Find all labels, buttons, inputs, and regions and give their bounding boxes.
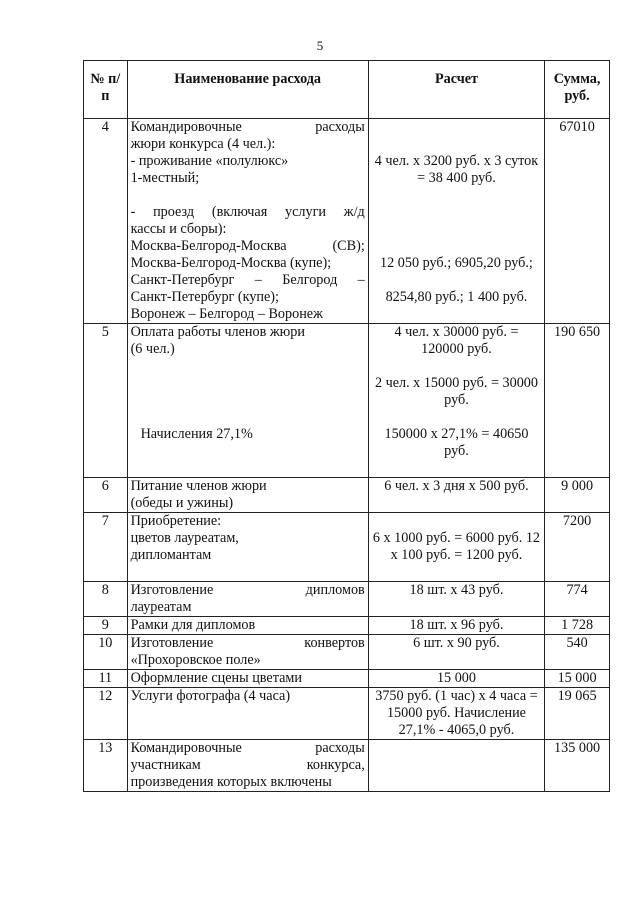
calc-line: 8254,80 руб.; xyxy=(385,289,464,305)
calc-line: 150000 х 27,1% = xyxy=(384,426,490,442)
table-row xyxy=(84,478,610,513)
name-line: участникам конкурса, xyxy=(130,757,365,773)
calc-line: 4 чел. х 3200 руб. х xyxy=(374,153,491,169)
row-calc xyxy=(368,324,544,478)
header-sum: Сумма, руб. xyxy=(545,61,610,119)
row-calc xyxy=(368,740,544,792)
calc-line: 3750 руб. (1 час) х 4 часа xyxy=(375,688,527,704)
row-num: 10 xyxy=(84,635,128,670)
table-row xyxy=(84,635,610,670)
table-row xyxy=(84,670,610,688)
calc-line: 4065,0 руб. xyxy=(447,722,515,738)
expense-table xyxy=(83,60,610,792)
calc-line: 1 400 руб. xyxy=(467,289,528,305)
name-line: произведения которых включены xyxy=(130,774,332,790)
calc-line: 30000 руб. xyxy=(444,375,538,408)
name-line: - проезд (включая услуги ж/д xyxy=(130,204,365,220)
row-calc xyxy=(368,513,544,582)
name-line: 1-местный; xyxy=(130,170,200,186)
name-line: Рамки для дипломов xyxy=(130,617,256,633)
name-line: Командировочные расходы xyxy=(130,740,365,756)
name-line: Оформление сцены цветами xyxy=(130,670,302,686)
row-sum: 540 xyxy=(545,635,610,670)
row-calc xyxy=(368,670,544,688)
name-line: «Прохоровское поле» xyxy=(130,652,261,668)
name-line: кассы и сборы): xyxy=(130,221,227,237)
row-sum: 7200 xyxy=(545,513,610,582)
row-name xyxy=(127,617,368,635)
row-sum: 1 728 xyxy=(545,617,610,635)
row-num: 5 xyxy=(84,324,128,478)
table-row xyxy=(84,513,610,582)
row-num: 4 xyxy=(84,119,128,324)
row-num: 13 xyxy=(84,740,128,792)
name-line: Командировочные расходы xyxy=(130,119,365,135)
calc-line: 3 суток = 38 400 руб. xyxy=(417,153,539,186)
calc-line: 4 чел. х 30000 руб. = xyxy=(394,324,519,340)
calc-line: 6 чел. х 3 дня х 500 руб. xyxy=(384,478,529,494)
row-sum: 774 xyxy=(545,582,610,617)
row-name xyxy=(127,513,368,582)
name-line: Начисления 27,1% xyxy=(140,426,253,442)
row-num: 9 xyxy=(84,617,128,635)
name-line: Воронеж – Белгород – Воронеж xyxy=(130,306,323,322)
page-number: 5 xyxy=(316,38,324,53)
row-num: 11 xyxy=(84,670,128,688)
table-row xyxy=(84,582,610,617)
name-line: - проживание «полулюкс» xyxy=(130,153,289,169)
row-sum: 15 000 xyxy=(545,670,610,688)
name-line: (6 чел.) xyxy=(130,341,175,357)
calc-line: 6 шт. х 90 руб. xyxy=(413,635,500,651)
row-sum: 9 000 xyxy=(545,478,610,513)
row-sum: 19 065 xyxy=(545,688,610,740)
calc-line: 6905,20 руб.; xyxy=(454,255,533,271)
row-name xyxy=(127,582,368,617)
header-name: Наименование расхода xyxy=(127,61,368,119)
name-line: Оплата работы членов жюри xyxy=(130,324,305,340)
row-name xyxy=(127,670,368,688)
name-line: (обеды и ужины) xyxy=(130,495,234,511)
row-name xyxy=(127,478,368,513)
row-name xyxy=(127,119,368,324)
row-sum: 67010 xyxy=(545,119,610,324)
name-line: Питание членов жюри xyxy=(130,478,267,494)
row-sum: 190 650 xyxy=(545,324,610,478)
row-num: 6 xyxy=(84,478,128,513)
name-line: Москва-Белгород-Москва (купе); xyxy=(130,255,332,271)
row-calc xyxy=(368,478,544,513)
name-line: Приобретение: xyxy=(130,513,222,529)
name-line: цветов лауреатам, xyxy=(130,530,239,546)
header-calc: Расчет xyxy=(368,61,544,119)
name-line: дипломантам xyxy=(130,547,212,563)
header-num: № п/п xyxy=(84,61,128,119)
name-line: Санкт-Петербург (купе); xyxy=(130,289,279,305)
name-line: Санкт-Петербург – Белгород – xyxy=(130,272,365,288)
row-name xyxy=(127,324,368,478)
name-line: Услуги фотографа (4 часа) xyxy=(130,688,291,704)
calc-line: = 15000 руб. xyxy=(386,688,538,721)
table-header-row xyxy=(84,61,610,119)
name-line: Изготовление дипломов xyxy=(130,582,365,598)
name-line: Москва-Белгород-Москва (СВ); xyxy=(130,238,365,254)
row-name xyxy=(127,740,368,792)
calc-line: 12 х 100 руб. = 1200 руб. xyxy=(390,530,541,563)
calc-line: 18 шт. х 43 руб. xyxy=(409,582,504,598)
table-row xyxy=(84,324,610,478)
table-row xyxy=(84,740,610,792)
calc-line: 12 050 руб.; xyxy=(380,255,452,271)
row-calc xyxy=(368,688,544,740)
calc-line: 2 чел. х 15000 руб. = xyxy=(374,375,499,391)
table-row xyxy=(84,617,610,635)
calc-line: 6 х 1000 руб. = 6000 руб. xyxy=(372,530,523,546)
row-calc xyxy=(368,582,544,617)
table-row xyxy=(84,119,610,324)
row-num: 7 xyxy=(84,513,128,582)
table-row xyxy=(84,688,610,740)
row-calc xyxy=(368,119,544,324)
name-line: лауреатам xyxy=(130,599,192,615)
calc-line: 18 шт. х 96 руб. xyxy=(409,617,504,633)
name-line: жюри конкурса (4 чел.): xyxy=(130,136,276,152)
row-num: 12 xyxy=(84,688,128,740)
calc-line: 15 000 xyxy=(436,670,476,686)
row-name xyxy=(127,688,368,740)
row-name xyxy=(127,635,368,670)
calc-line: 40650 руб. xyxy=(444,426,529,459)
row-sum: 135 000 xyxy=(545,740,610,792)
row-num: 8 xyxy=(84,582,128,617)
calc-line: Начисление 27,1% - xyxy=(398,705,526,738)
name-line: Изготовление конвертов xyxy=(130,635,365,651)
row-calc xyxy=(368,617,544,635)
calc-line: 120000 руб. xyxy=(421,341,492,357)
row-calc xyxy=(368,635,544,670)
